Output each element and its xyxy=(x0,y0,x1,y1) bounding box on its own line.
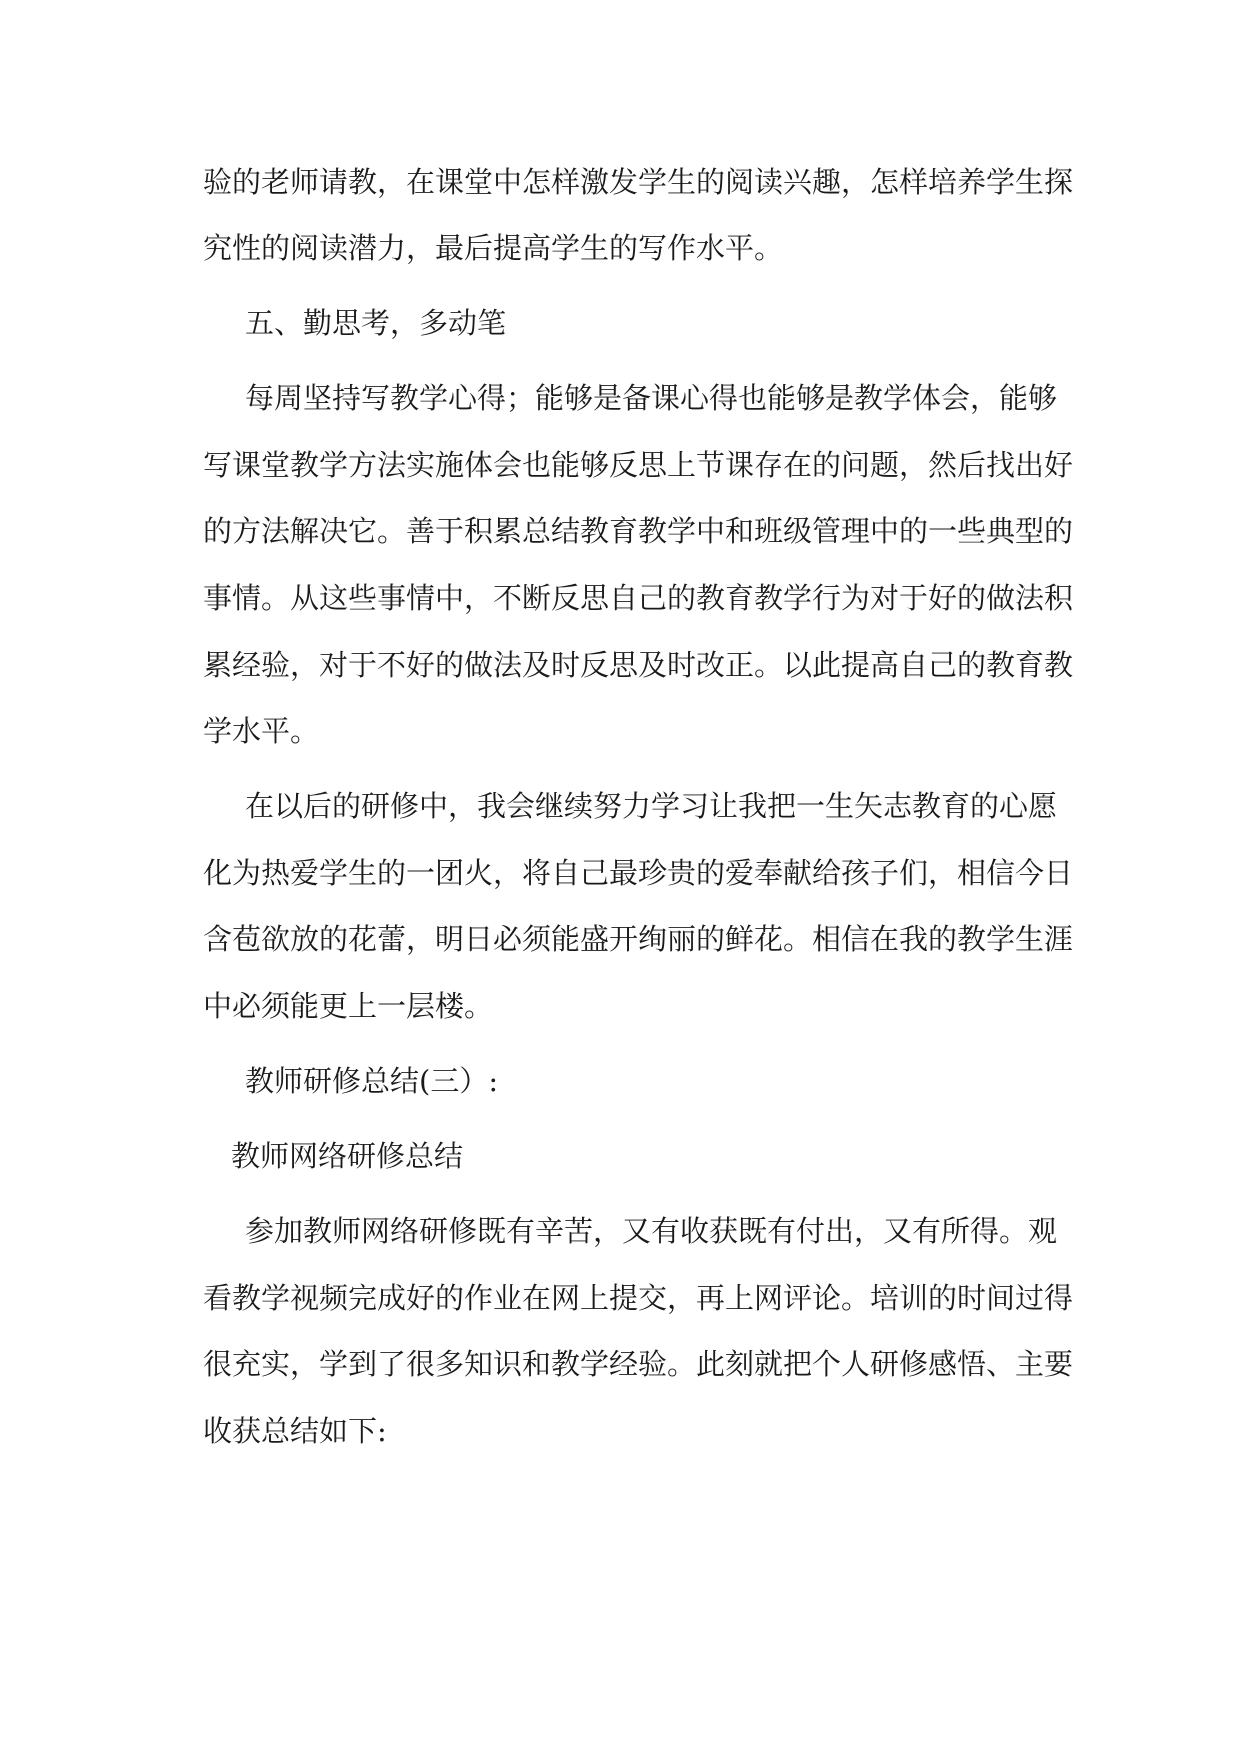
text-line: 中必须能更上一层楼。 xyxy=(203,989,494,1023)
text-line: 很充实，学到了很多知识和教学经验。此刻就把个人研修感悟、主要 xyxy=(203,1347,1074,1381)
text-line: 化为热爱学生的一团火，将自己最珍贵的爱奉献给孩子们，相信今日 xyxy=(203,856,1074,890)
text-line: 验的老师请教，在课堂中怎样激发学生的阅读兴趣，怎样培养学生探 xyxy=(203,165,1074,199)
section-heading: 教师研修总结(三）: xyxy=(245,1064,499,1098)
text-line: 究性的阅读潜力，最后提高学生的写作水平。 xyxy=(203,231,784,265)
text-line: 含苞欲放的花蕾，明日必须能盛开绚丽的鲜花。相信在我的教学生涯 xyxy=(203,922,1074,956)
text-line: 在以后的研修中，我会继续努力学习让我把一生矢志教育的心愿 xyxy=(245,789,1058,823)
text-line: 收获总结如下: xyxy=(203,1414,387,1448)
section-heading: 五、勤思考，多动笔 xyxy=(245,306,507,340)
text-line: 事情。从这些事情中，不断反思自己的教育教学行为对于好的做法积 xyxy=(203,581,1074,615)
text-line: 学水平。 xyxy=(203,714,320,748)
text-line: 累经验，对于不好的做法及时反思及时改正。以此提高自己的教育教 xyxy=(203,648,1074,682)
text-line: 的方法解决它。善于积累总结教育教学中和班级管理中的一些典型的 xyxy=(203,514,1074,548)
text-line: 看教学视频完成好的作业在网上提交，再上网评论。培训的时间过得 xyxy=(203,1281,1074,1315)
text-line: 参加教师网络研修既有辛苦，又有收获既有付出，又有所得。观 xyxy=(245,1214,1058,1248)
text-line: 写课堂教学方法实施体会也能够反思上节课存在的问题，然后找出好 xyxy=(203,448,1074,482)
text-line: 每周坚持写教学心得；能够是备课心得也能够是教学体会，能够 xyxy=(245,381,1058,415)
article-title: 教师网络研修总结 xyxy=(231,1139,464,1173)
